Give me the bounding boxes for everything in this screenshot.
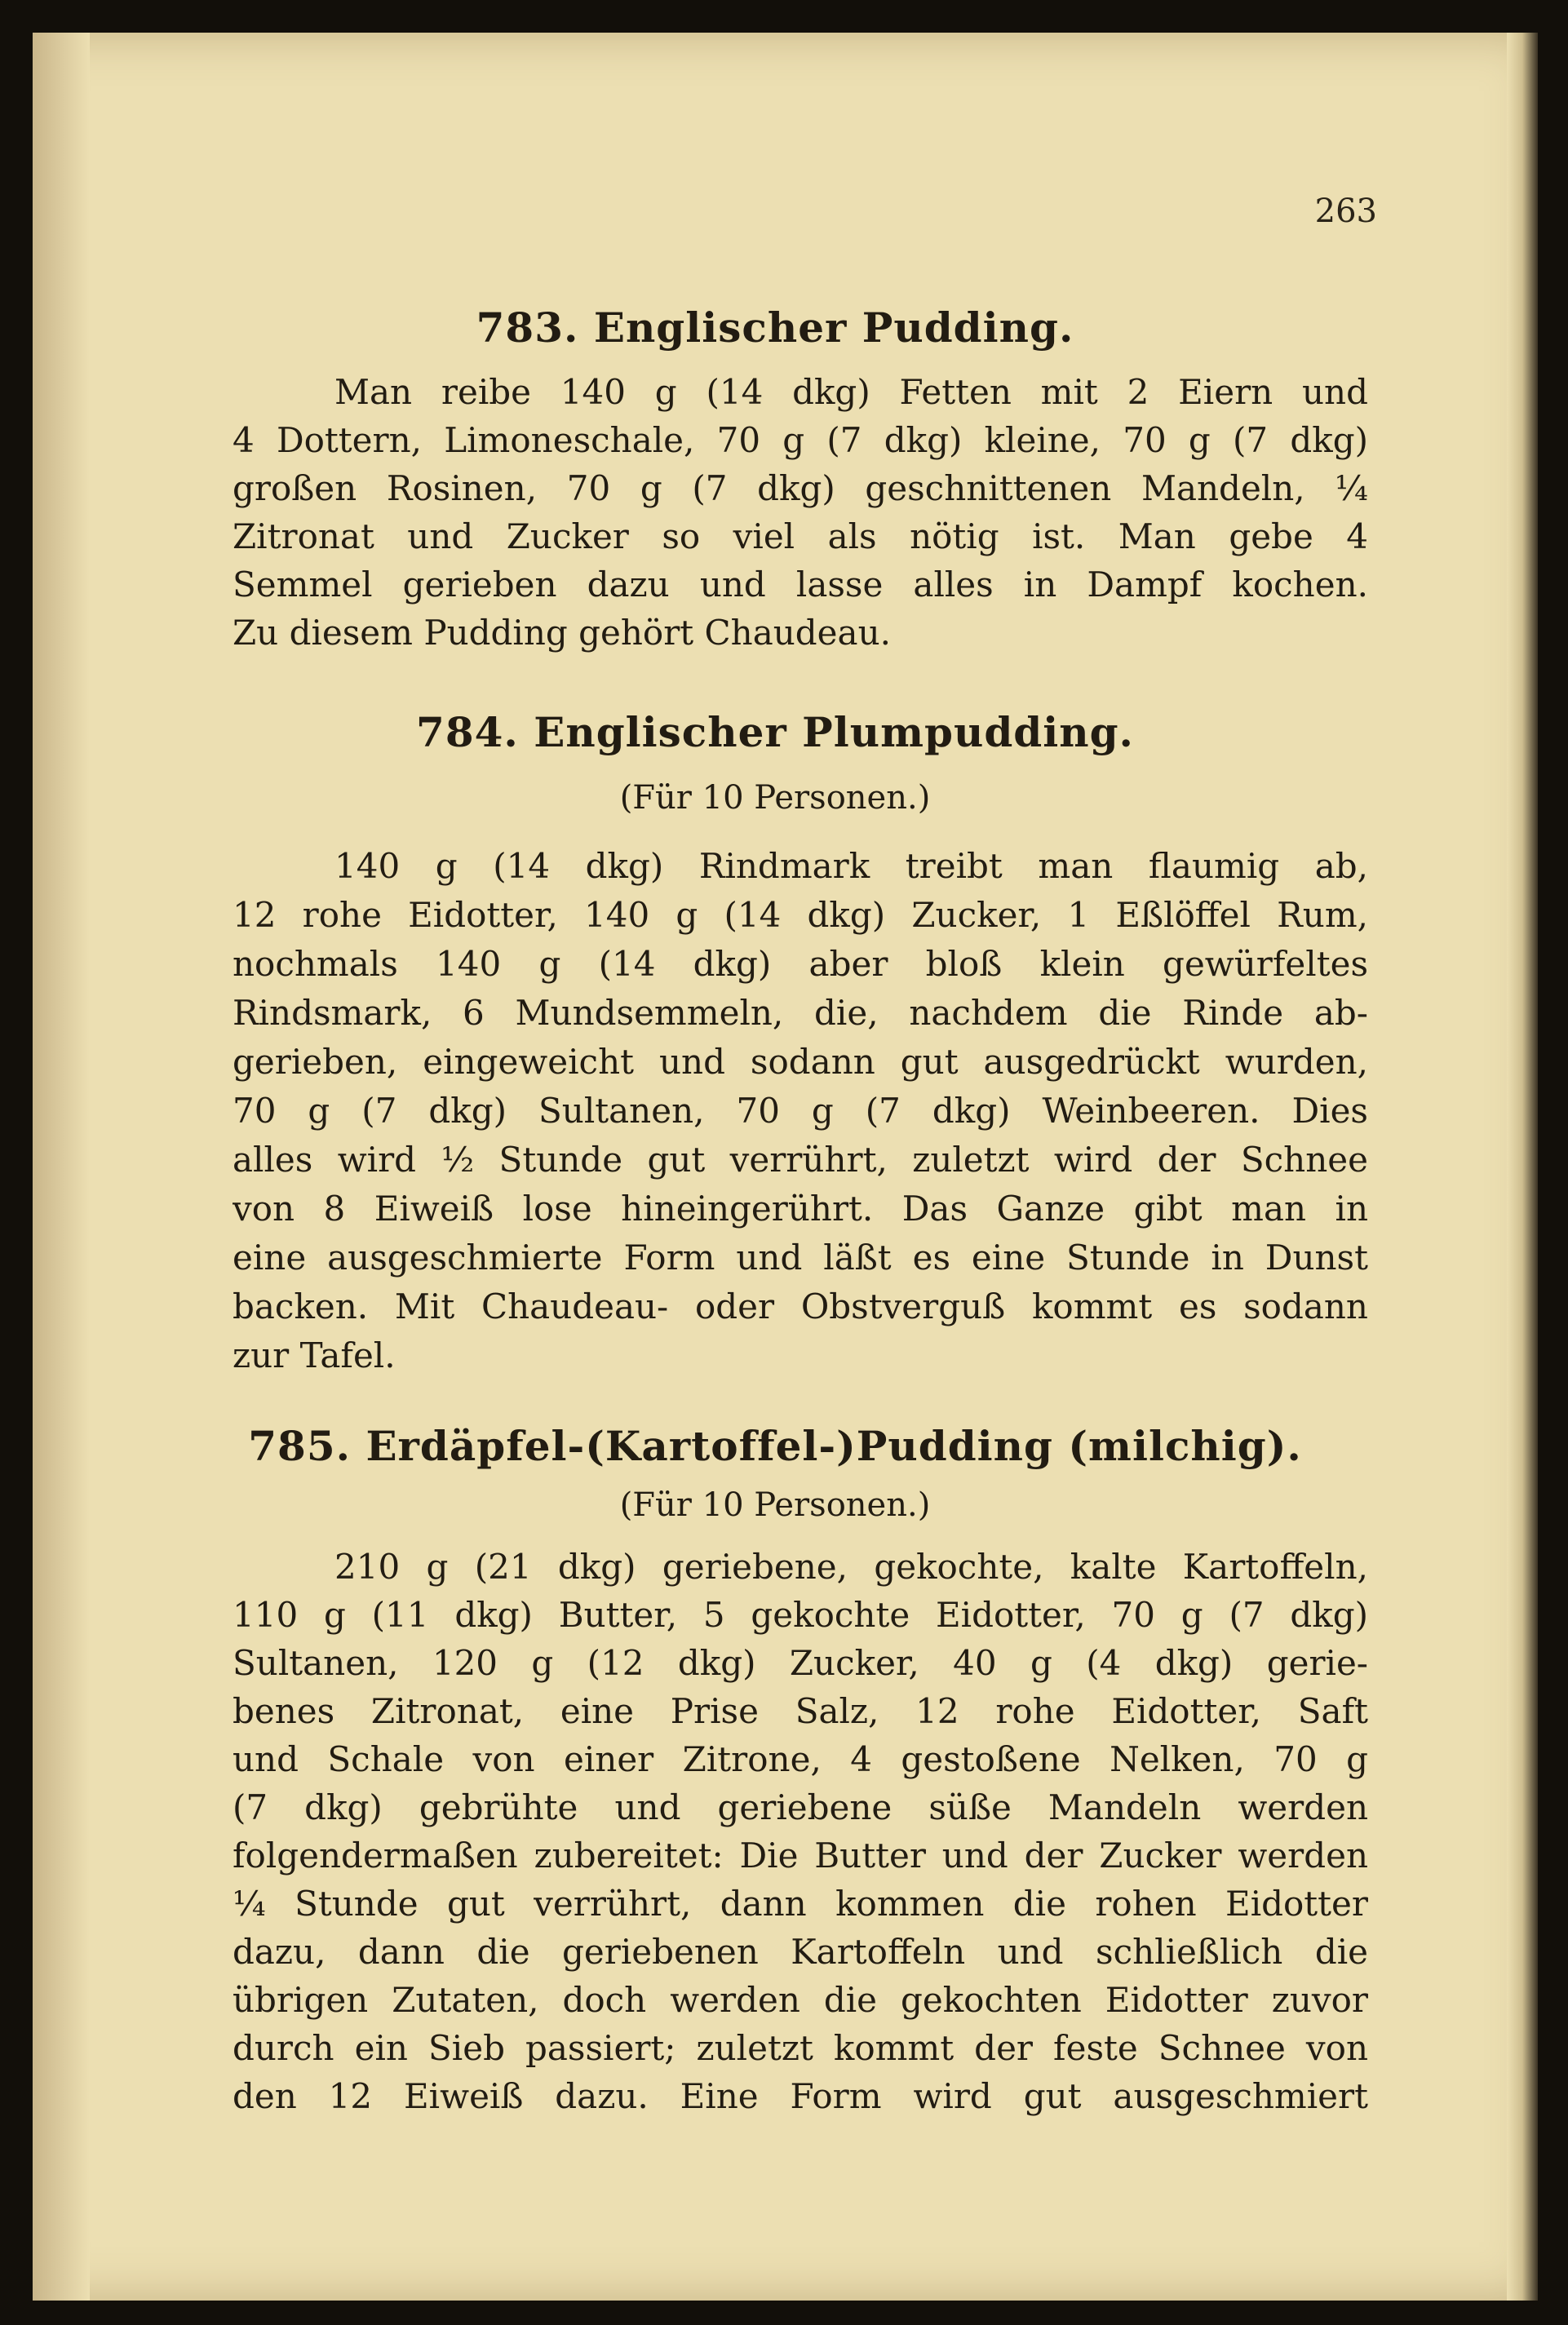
recipe-785-line: benes Zitronat, eine Prise Salz, 12 rohe Eidotter, Saft xyxy=(233,1691,1368,1731)
recipe-name: Englischer Plumpudding. xyxy=(534,708,1134,756)
recipe-785-line: Sultanen, 120 g (12 dkg) Zucker, 40 g (4 dkg) gerie- xyxy=(233,1643,1368,1683)
recipe-784-line: gerieben, eingeweicht und sodann gut ausgedrückt wurden, xyxy=(233,1042,1368,1082)
recipe-785-line: 110 g (11 dkg) Butter, 5 gekochte Eidotter, 70 g (7 dkg) xyxy=(233,1595,1368,1635)
recipe-number: 785. xyxy=(248,1422,352,1470)
recipe-784-line: 140 g (14 dkg) Rindmark treibt man flaumig ab, xyxy=(334,846,1368,886)
recipe-784-line: backen. Mit Chaudeau- oder Obstverguß kommt es sodann xyxy=(233,1286,1368,1326)
recipe-number: 784. xyxy=(416,708,519,756)
recipe-783-line: Zitronat und Zucker so viel als nötig ist. Man gebe 4 xyxy=(233,516,1368,556)
recipe-784-line: nochmals 140 g (14 dkg) aber bloß klein gewürfeltes xyxy=(233,944,1368,984)
recipe-785-line: 210 g (21 dkg) geriebene, gekochte, kalte Kartoffeln, xyxy=(334,1547,1368,1587)
recipe-785-line: (7 dkg) gebrühte und geriebene süße Mandeln werden xyxy=(233,1787,1368,1827)
recipe-785-line: den 12 Eiweiß dazu. Eine Form wird gut ausgeschmiert xyxy=(233,2076,1368,2116)
recipe-783-line: Zu diesem Pudding gehört Chaudeau. xyxy=(233,613,891,653)
recipe-784-title xyxy=(204,708,1346,756)
recipe-785-servings: (Für 10 Personen.) xyxy=(619,1486,931,1524)
recipe-785-line: dazu, dann die geriebenen Kartoffeln und schließlich die xyxy=(233,1932,1368,1972)
page-number: 263 xyxy=(1314,193,1377,230)
recipe-785-line: durch ein Sieb passiert; zuletzt kommt der feste Schnee von xyxy=(233,2028,1368,2068)
recipe-783-title xyxy=(204,303,1346,352)
recipe-783-line: großen Rosinen, 70 g (7 dkg) geschnittenen Mandeln, ¼ xyxy=(233,468,1368,508)
recipe-785-line: übrigen Zutaten, doch werden die gekochten Eidotter zuvor xyxy=(233,1980,1368,2020)
recipe-783-line: Semmel gerieben dazu und lasse alles in Dampf kochen. xyxy=(233,565,1368,604)
page-gutter xyxy=(33,33,90,2301)
recipe-784-line: 70 g (7 dkg) Sultanen, 70 g (7 dkg) Weinbeeren. Dies xyxy=(233,1091,1368,1131)
recipe-name: Erdäpfel-(Kartoffel-)Pudding (milchig). xyxy=(365,1422,1302,1470)
page-edge xyxy=(1507,33,1538,2301)
recipe-783-line: Man reibe 140 g (14 dkg) Fetten mit 2 Eiern und xyxy=(334,372,1368,412)
recipe-number: 783. xyxy=(476,303,579,352)
recipe-785-line: und Schale von einer Zitrone, 4 gestoßene Nelken, 70 g xyxy=(233,1739,1368,1779)
recipe-785-line: ¼ Stunde gut verrührt, dann kommen die rohen Eidotter xyxy=(233,1884,1368,1924)
recipe-783-line: 4 Dottern, Limoneschale, 70 g (7 dkg) kleine, 70 g (7 dkg) xyxy=(233,420,1368,460)
recipe-name: Englischer Pudding. xyxy=(593,303,1074,352)
recipe-785-title xyxy=(204,1422,1346,1470)
recipe-784-line: alles wird ½ Stunde gut verrührt, zuletzt wird der Schnee xyxy=(233,1140,1368,1180)
recipe-784-line: eine ausgeschmierte Form und läßt es eine Stunde in Dunst xyxy=(233,1238,1368,1278)
recipe-784-line: zur Tafel. xyxy=(233,1335,396,1375)
recipe-784-line: Rindsmark, 6 Mundsemmeln, die, nachdem die Rinde ab- xyxy=(233,993,1368,1033)
recipe-785-line: folgendermaßen zubereitet: Die Butter und der Zucker werden xyxy=(233,1836,1368,1876)
recipe-784-servings: (Für 10 Personen.) xyxy=(619,779,931,817)
recipe-784-line: 12 rohe Eidotter, 140 g (14 dkg) Zucker, 1 Eßlöffel Rum, xyxy=(233,895,1368,935)
recipe-784-line: von 8 Eiweiß lose hineingerührt. Das Ganze gibt man in xyxy=(233,1189,1368,1229)
